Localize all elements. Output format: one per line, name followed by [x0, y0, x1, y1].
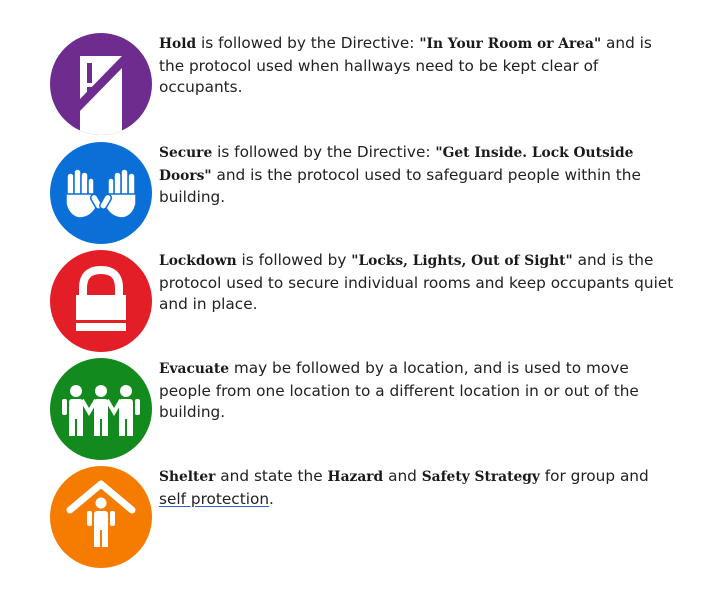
term-safety-strategy: Safety Strategy	[421, 469, 540, 485]
hold-text-2: and is the protocol used when hallways need to be kept clear of occupants.	[159, 34, 652, 97]
evacuate-text-1: may be followed by a location, and is used to move people from one location to a different location in or out of the building.	[159, 359, 639, 422]
term-hazard: Hazard	[327, 469, 384, 485]
protocol-shelter-text	[159, 466, 679, 510]
shelter-text-1: and state the	[215, 467, 328, 485]
term-shelter: Shelter	[159, 469, 216, 485]
protocol-lockdown-text	[159, 250, 679, 316]
hands-icon	[50, 142, 152, 244]
term-secure: Secure	[159, 145, 213, 161]
protocol-evacuate-text	[159, 358, 679, 424]
padlock-icon	[50, 250, 152, 352]
directive-hold: "In Your Room or Area"	[419, 36, 602, 52]
directive-secure: "Get Inside. Lock Outside Doors"	[159, 145, 634, 184]
door-icon	[50, 33, 152, 135]
shelter-icon	[50, 466, 152, 568]
secure-text-1: is followed by the Directive:	[212, 143, 436, 161]
term-lockdown: Lockdown	[159, 253, 237, 269]
shelter-text-2: and	[383, 467, 422, 485]
term-evacuate: Evacuate	[159, 361, 229, 377]
lockdown-text-1: is followed by	[236, 251, 352, 269]
term-hold: Hold	[159, 36, 197, 52]
protocol-hold-text	[159, 33, 679, 99]
secure-text-2: and is the protocol used to safeguard people within the building.	[159, 165, 641, 207]
lockdown-text-2: and is the protocol used to secure individual rooms and keep occupants quiet and in place.	[159, 251, 674, 314]
protocol-secure-text	[159, 142, 679, 209]
hold-text-1: is followed by the Directive:	[196, 34, 420, 52]
shelter-text-4: .	[269, 489, 274, 508]
shelter-text-3: for group and	[539, 467, 649, 485]
directive-lockdown: "Locks, Lights, Out of Sight"	[351, 253, 573, 269]
people-icon	[50, 358, 152, 460]
self-protection-link[interactable]: self protection	[159, 489, 270, 508]
